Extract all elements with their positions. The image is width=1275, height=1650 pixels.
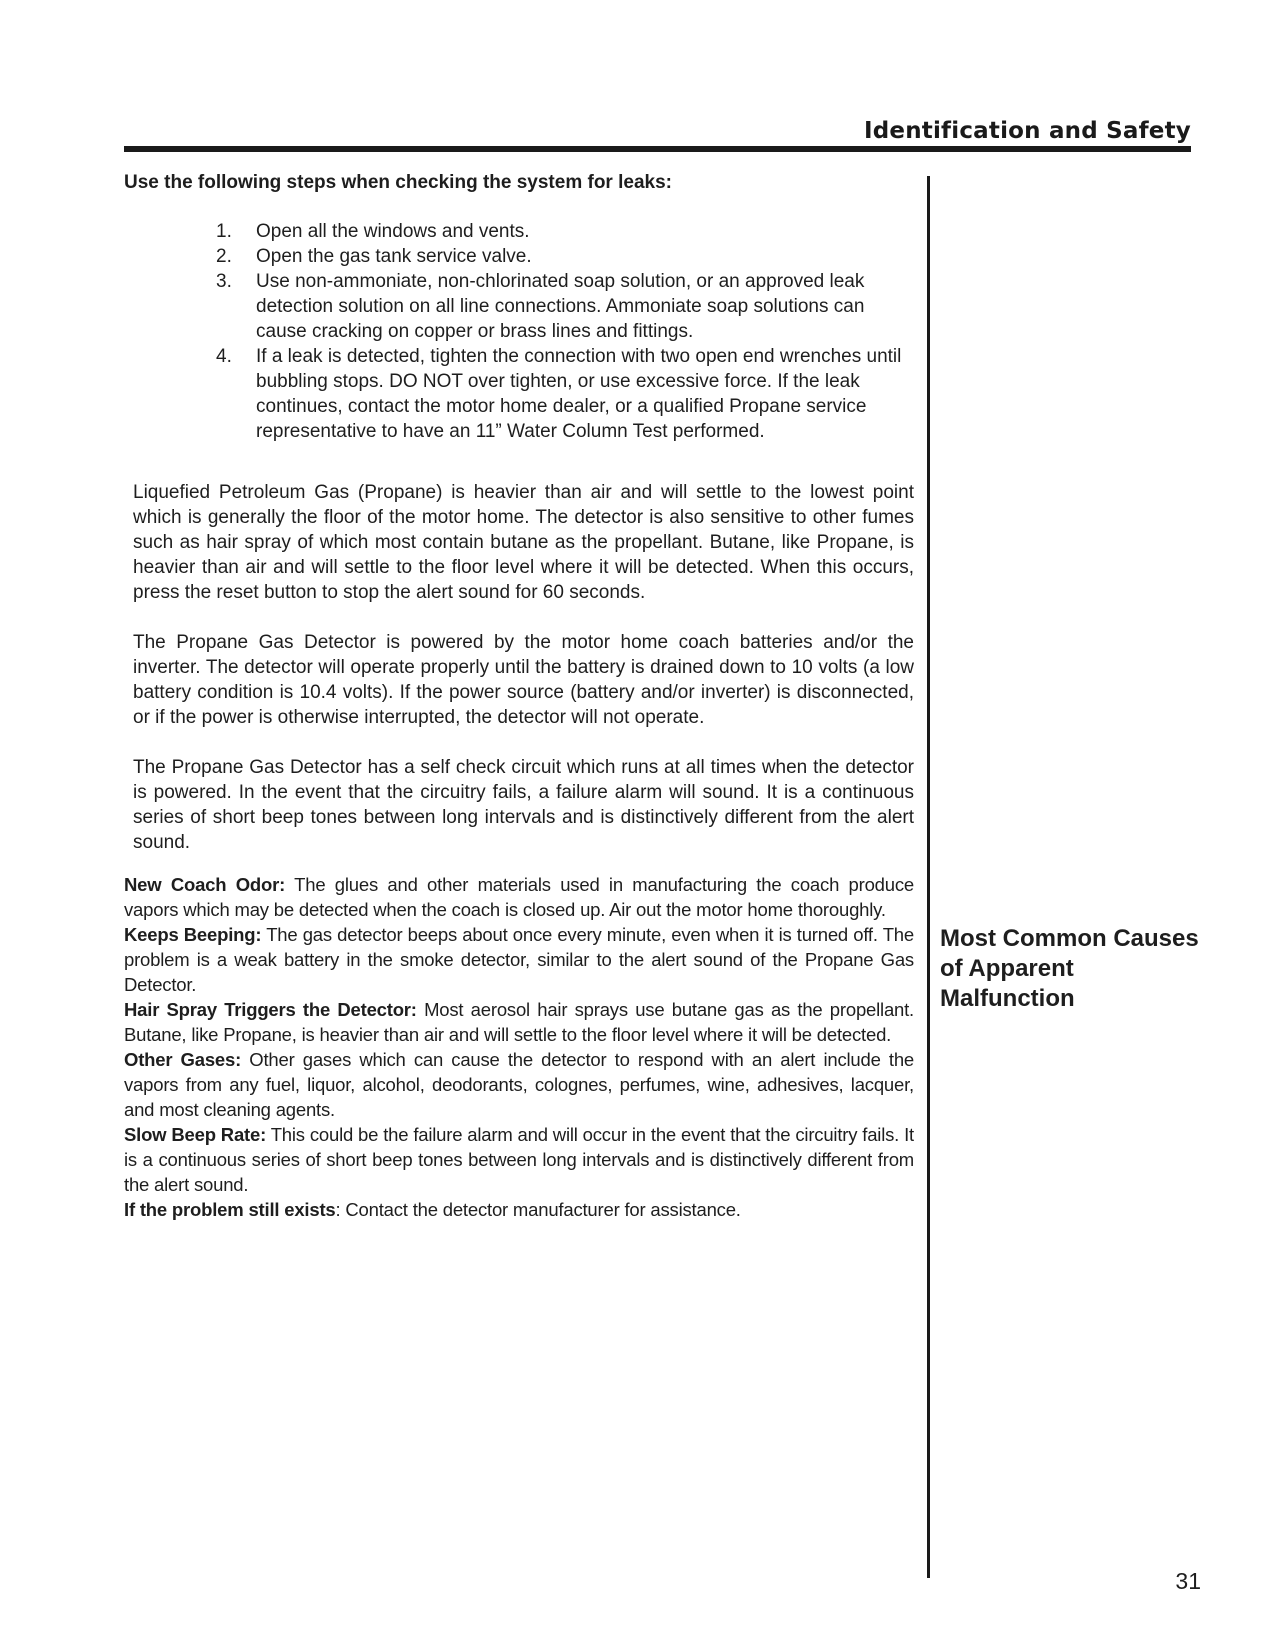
steps-intro: Use the following steps when checking the system for leaks: — [124, 172, 672, 193]
step-number: 4. — [216, 346, 232, 367]
cause-label: Slow Beep Rate: — [124, 1124, 267, 1145]
step-number: 3. — [216, 271, 232, 292]
self-check-paragraph: The Propane Gas Detector has a self check circuit which runs at all times when the detector is powered. In the event that the circuitry fails, a failure alarm will sound. It is a continuous series of short beep tones between long intervals and is distinctively different from the alert sound. — [133, 757, 914, 853]
step-item — [216, 219, 914, 244]
step-text: Open the gas tank service valve. — [256, 246, 532, 267]
main-column — [124, 170, 914, 1222]
cause-text: The glues and other materials used in manufacturing the coach produce vapors which may be detected when the coach is closed up. Air out the motor home thoroughly. — [124, 874, 914, 920]
cause-label: New Coach Odor: — [124, 874, 286, 895]
cause-label: If the problem still exists — [124, 1199, 336, 1220]
cause-item — [124, 997, 914, 1047]
step-text: Use non-ammoniate, non-chlorinated soap solution, or an approved leak detection solution on all line connections. Ammoniate soap solutions can cause cracking on copper or brass lines and fittings. — [256, 271, 865, 342]
column-divider — [927, 176, 930, 1578]
step-item — [216, 244, 914, 269]
cause-item — [124, 922, 914, 997]
step-text: Open all the windows and vents. — [256, 221, 530, 242]
step-number: 2. — [216, 246, 232, 267]
step-text: If a leak is detected, tighten the connection with two open end wrenches until bubbling stops. DO NOT over tighten, or use excessive force. If the leak continues, contact the motor home dealer, or a qualified Propane service representative to have an 11” Water Column Test performed. — [256, 346, 902, 442]
cause-item — [124, 1047, 914, 1122]
cause-item — [124, 1197, 914, 1222]
propane-paragraph: Liquefied Petroleum Gas (Propane) is heavier than air and will settle to the lowest point which is generally the floor of the motor home. The detector is also sensitive to other fumes such as hair spray of which most contain butane as the propellant. Butane, like Propane, is heavier than air and will settle to the floor level where it will be detected. When this occurs, press the reset button to stop the alert sound for 60 seconds. — [133, 482, 914, 603]
cause-text: Most aerosol hair sprays use butane gas as the propellant. Butane, like Propane, is heavier than air and will settle to the floor level where it will be detected. — [124, 999, 914, 1045]
cause-label: Keeps Beeping: — [124, 924, 262, 945]
cause-item — [124, 1122, 914, 1197]
cause-text: : Contact the detector manufacturer for assistance. — [335, 1199, 741, 1220]
leak-check-steps — [124, 219, 914, 444]
cause-text: This could be the failure alarm and will occur in the event that the circuitry fails. It is a continuous series of short beep tones between long intervals and is distinctively different from the alert sound. — [124, 1124, 914, 1195]
page-number: 31 — [1175, 1568, 1201, 1594]
power-paragraph: The Propane Gas Detector is powered by the motor home coach batteries and/or the inverter. The detector will operate properly until the battery is drained down to 10 volts (a low battery condition is 10.4 volts). If the power source (battery and/or inverter) is disconnected, or if the power is otherwise interrupted, the detector will not operate. — [133, 632, 914, 728]
step-number: 1. — [216, 221, 232, 242]
header-rule — [124, 146, 1191, 152]
cause-label: Hair Spray Triggers the Detector: — [124, 999, 417, 1020]
step-item — [216, 269, 914, 344]
step-item — [216, 344, 914, 444]
malfunction-causes — [124, 872, 914, 1222]
cause-item — [124, 872, 914, 922]
cause-text: The gas detector beeps about once every minute, even when it is turned off. The problem is a weak battery in the smoke detector, similar to the alert sound of the Propane Gas Detector. — [124, 924, 914, 995]
cause-label: Other Gases: — [124, 1049, 242, 1070]
sidebar-heading: Most Common Causes of Apparent Malfunction — [940, 925, 1199, 1012]
cause-text: Other gases which can cause the detector to respond with an alert include the vapors from any fuel, liquor, alcohol, deodorants, colognes, perfumes, wine, adhesives, lacquer, and most cleaning agents. — [124, 1049, 914, 1120]
page-header-title: Identification and Safety — [863, 118, 1191, 144]
